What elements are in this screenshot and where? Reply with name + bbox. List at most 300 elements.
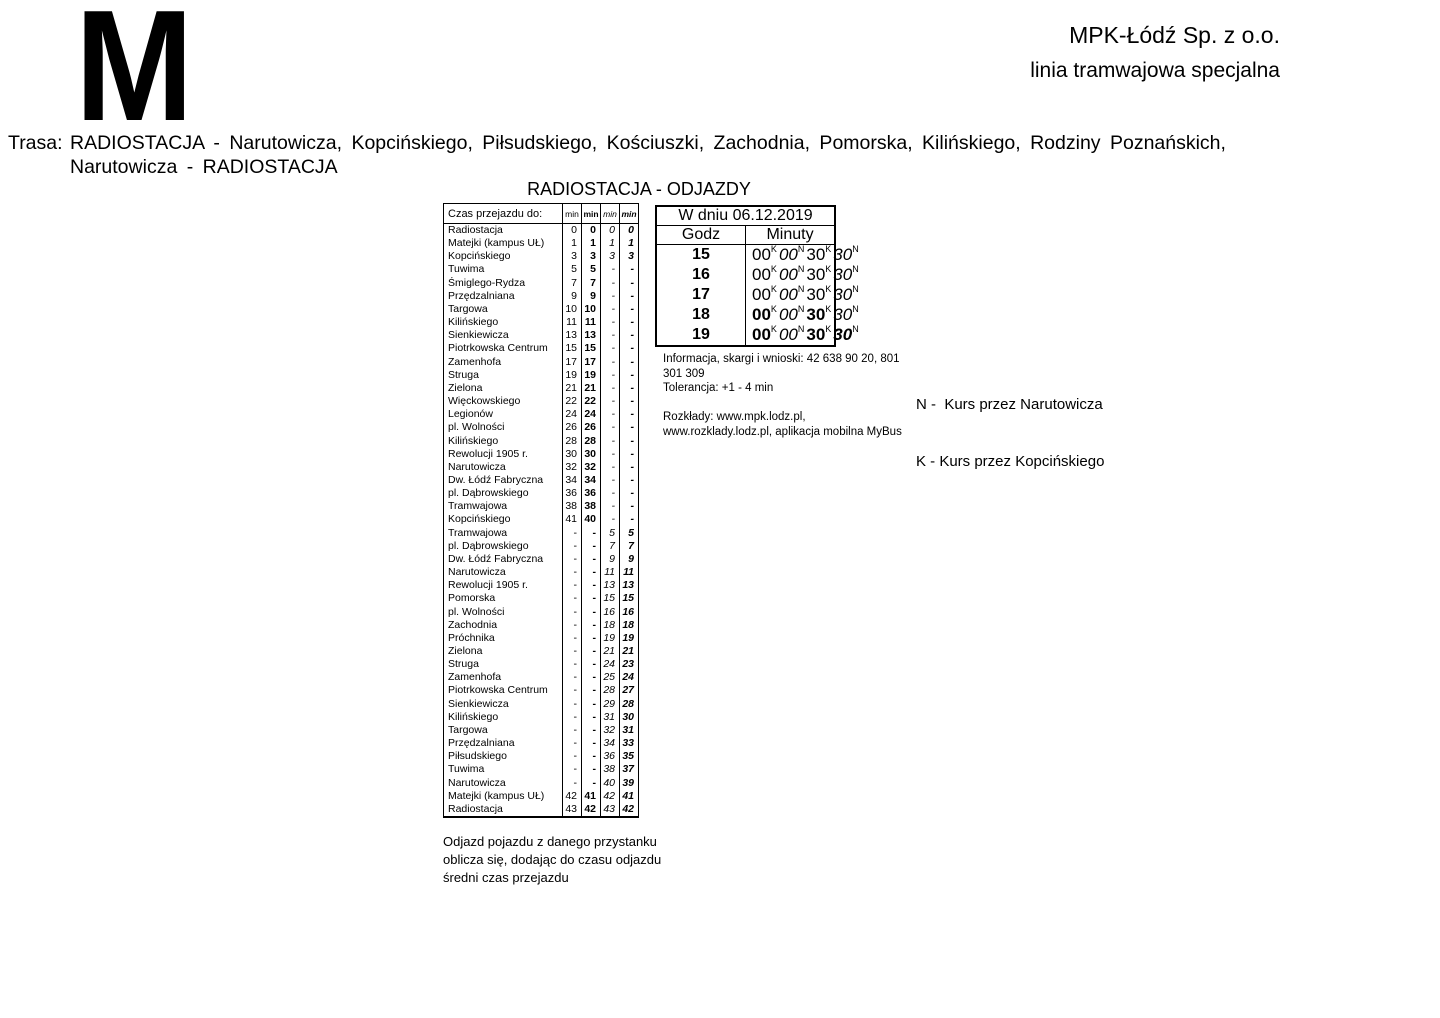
travel-min-value: 24 <box>620 671 639 684</box>
minute-entry <box>806 265 831 284</box>
line-symbol: M <box>75 0 194 154</box>
travel-row <box>444 790 639 803</box>
travel-min-value: 41 <box>620 790 639 803</box>
travel-min-value: 11 <box>601 566 620 579</box>
travel-min-value: 30 <box>620 711 639 724</box>
travel-min-value: 28 <box>563 435 582 448</box>
travel-row <box>444 487 639 500</box>
travel-min-value: 13 <box>582 329 601 342</box>
travel-min-value: - <box>563 658 582 671</box>
course-marker: K <box>770 284 777 295</box>
travel-row <box>444 474 639 487</box>
minute-entry <box>833 265 858 284</box>
travel-min-value: 1 <box>563 237 582 250</box>
travel-min-value: - <box>601 290 620 303</box>
travel-min-value: 31 <box>620 724 639 737</box>
travel-row <box>444 777 639 790</box>
travel-min-value: 0 <box>601 224 620 238</box>
travel-min-value: 7 <box>620 540 639 553</box>
departure-minutes <box>746 304 859 325</box>
stop-name: Kilińskiego <box>448 434 499 447</box>
stop-name: Targowa <box>448 723 488 736</box>
travel-min-value: 3 <box>582 250 601 263</box>
minute-entry <box>779 285 804 304</box>
travel-min-value: - <box>582 777 601 790</box>
travel-min-value: 19 <box>563 369 582 382</box>
travel-row <box>444 658 639 671</box>
stop-name: Pomorska <box>448 592 496 605</box>
travel-min-value: 31 <box>601 711 620 724</box>
travel-min-value: 17 <box>582 356 601 369</box>
travel-min-value: 19 <box>620 632 639 645</box>
travel-min-value: 34 <box>601 737 620 750</box>
travel-min-value: 42 <box>563 790 582 803</box>
company-name: MPK-Łódź Sp. z o.o. <box>1069 22 1280 48</box>
travel-row <box>444 711 639 724</box>
minute-value: 30 <box>833 285 853 304</box>
travel-min-value: - <box>601 461 620 474</box>
travel-min-value: - <box>582 724 601 737</box>
travel-min-value: - <box>601 408 620 421</box>
travel-row <box>444 263 639 276</box>
course-marker: N <box>852 304 859 315</box>
departures-date-title: W dniu 06.12.2019 <box>656 206 835 226</box>
line-type-subtitle: linia tramwajowa specjalna <box>1030 59 1280 82</box>
stop-name: Tramwajowa <box>448 526 508 539</box>
travel-min-value: 11 <box>563 316 582 329</box>
travel-table-header: Czas przejazdu do: <box>444 204 563 224</box>
travel-row <box>444 461 639 474</box>
minute-value: 00 <box>778 285 798 304</box>
travel-min-value: 28 <box>620 698 639 711</box>
travel-min-value: 38 <box>582 500 601 513</box>
course-marker: N <box>797 324 805 335</box>
travel-min-value: - <box>563 711 582 724</box>
travel-min-value: - <box>582 645 601 658</box>
course-marker: N <box>852 244 859 255</box>
stop-name: pl. Wolności <box>448 605 505 618</box>
travel-min-value: - <box>601 303 620 316</box>
course-marker: K <box>825 244 832 255</box>
stop-name: Kopcińskiego <box>448 250 511 263</box>
stop-name: Więckowskiego <box>448 395 521 408</box>
course-marker: N <box>797 304 805 315</box>
course-marker: K <box>825 324 832 335</box>
minute-value: 00 <box>752 265 771 284</box>
travel-min-value: - <box>582 553 601 566</box>
travel-min-value: 43 <box>601 803 620 817</box>
travel-min-value: - <box>601 356 620 369</box>
stop-name: Legionów <box>448 408 493 421</box>
travel-row <box>444 724 639 737</box>
travel-row <box>444 237 639 250</box>
timetable-title: RADIOSTACJA - ODJAZDY <box>527 179 751 199</box>
travel-min-value: - <box>601 277 620 290</box>
travel-min-value: 13 <box>601 579 620 592</box>
travel-min-value: 17 <box>563 356 582 369</box>
company-header <box>1030 22 1280 83</box>
course-marker: N <box>852 264 859 275</box>
travel-min-value: 34 <box>563 474 582 487</box>
minute-value: 30 <box>833 325 853 344</box>
course-legend <box>916 357 1104 490</box>
travel-min-value: 16 <box>620 606 639 619</box>
travel-table-header-row <box>444 204 639 224</box>
travel-min-value: - <box>563 724 582 737</box>
minute-entry <box>779 265 804 284</box>
departure-hour: 17 <box>656 285 746 305</box>
travel-min-value: - <box>563 763 582 776</box>
stop-name: Rewolucji 1905 r. <box>448 447 528 460</box>
travel-min-value: 7 <box>601 540 620 553</box>
minute-value: 00 <box>778 325 798 344</box>
travel-min-value: - <box>620 316 639 329</box>
travel-min-value: - <box>601 421 620 434</box>
minute-entry <box>752 245 777 264</box>
travel-min-value: - <box>563 592 582 605</box>
stop-name: Przędzalniana <box>448 289 515 302</box>
stop-name: Próchnika <box>448 631 495 644</box>
minute-value: 00 <box>752 305 771 324</box>
travel-min-value: - <box>601 329 620 342</box>
travel-min-value: - <box>620 461 639 474</box>
travel-min-value: 5 <box>582 263 601 276</box>
travel-min-value: - <box>582 737 601 750</box>
stop-name: Zielona <box>448 381 483 394</box>
minute-entry <box>752 265 777 284</box>
hour-column-header: Godz <box>656 226 746 245</box>
travel-min-value: - <box>620 474 639 487</box>
stop-name: pl. Dąbrowskiego <box>448 539 529 552</box>
travel-min-value: 10 <box>582 303 601 316</box>
travel-time-table <box>443 203 639 818</box>
stop-name: Kilińskiego <box>448 710 499 723</box>
text-line: Odjazd pojazdu z danego przystanku <box>443 834 657 849</box>
departure-row <box>656 305 835 325</box>
stop-name: Zachodnia <box>448 618 498 631</box>
minute-entry <box>806 325 831 344</box>
travel-min-value: - <box>582 750 601 763</box>
minute-value: 00 <box>778 305 798 324</box>
travel-row <box>444 737 639 750</box>
travel-min-value: - <box>601 369 620 382</box>
stop-name: Radiostacja <box>448 802 503 815</box>
travel-min-value: 21 <box>563 382 582 395</box>
travel-min-value: 5 <box>563 263 582 276</box>
travel-min-value: - <box>620 369 639 382</box>
route-line-1: RADIOSTACJA - Narutowicza, Kopcińskiego, Piłsudskiego, Kościuszki, Zachodnia, Pomorska, Kilińskiego, Rodziny Poznańskich, <box>70 132 1226 154</box>
travel-min-value: 25 <box>601 671 620 684</box>
course-marker: K <box>770 304 777 315</box>
travel-min-value: 23 <box>620 658 639 671</box>
travel-min-value: 21 <box>582 382 601 395</box>
departure-row <box>656 245 835 266</box>
travel-min-value: 32 <box>582 461 601 474</box>
travel-min-value: 1 <box>601 237 620 250</box>
travel-row <box>444 224 639 238</box>
travel-min-value: - <box>582 527 601 540</box>
text-line: Rozkłady: www.mpk.lodz.pl, <box>663 411 806 423</box>
travel-min-value: - <box>563 671 582 684</box>
travel-row <box>444 763 639 776</box>
stop-name: Matejki (kampus UŁ) <box>448 237 545 250</box>
stop-name: Targowa <box>448 302 488 315</box>
minutes-column-header: Minuty <box>746 226 836 245</box>
course-marker: N <box>797 284 805 295</box>
travel-min-value: - <box>601 316 620 329</box>
travel-min-value: 15 <box>601 592 620 605</box>
travel-min-value: 27 <box>620 684 639 697</box>
travel-min-value: - <box>601 513 620 526</box>
travel-min-value: 1 <box>620 237 639 250</box>
travel-min-value: 10 <box>563 303 582 316</box>
min-col-header-3: min <box>601 204 620 224</box>
minute-value: 00 <box>752 325 771 344</box>
travel-min-value: - <box>601 395 620 408</box>
travel-min-value: - <box>601 263 620 276</box>
route-text <box>70 131 1226 179</box>
travel-row <box>444 448 639 461</box>
travel-min-value: 9 <box>601 553 620 566</box>
travel-row <box>444 553 639 566</box>
travel-min-value: 41 <box>563 513 582 526</box>
travel-min-value: - <box>563 566 582 579</box>
travel-min-value: 26 <box>582 421 601 434</box>
travel-min-value: 15 <box>620 592 639 605</box>
minute-value: 30 <box>806 305 826 324</box>
travel-min-value: 9 <box>620 553 639 566</box>
minute-entry <box>806 285 831 304</box>
travel-min-value: - <box>563 737 582 750</box>
stop-name: Narutowicza <box>448 566 506 579</box>
course-marker: K <box>770 264 777 275</box>
travel-min-value: - <box>620 421 639 434</box>
travel-min-value: - <box>582 619 601 632</box>
travel-min-value: 29 <box>601 698 620 711</box>
course-marker: K <box>825 264 832 275</box>
travel-row <box>444 277 639 290</box>
travel-min-value: - <box>601 342 620 355</box>
departure-hour: 16 <box>656 265 746 285</box>
course-marker: K <box>825 304 832 315</box>
travel-min-value: - <box>563 540 582 553</box>
minute-entry <box>752 305 777 324</box>
travel-min-value: 32 <box>601 724 620 737</box>
travel-min-value: 22 <box>582 395 601 408</box>
stop-name: Matejki (kampus UŁ) <box>448 789 545 802</box>
travel-min-value: - <box>563 777 582 790</box>
travel-row <box>444 250 639 263</box>
stop-name: Śmiglego-Rydza <box>448 276 526 289</box>
minute-entry <box>752 325 777 344</box>
travel-min-value: 41 <box>582 790 601 803</box>
travel-min-value: 36 <box>582 487 601 500</box>
min-col-header-1: min <box>563 204 582 224</box>
travel-min-value: - <box>563 684 582 697</box>
travel-min-value: - <box>582 632 601 645</box>
stop-name: Kilińskiego <box>448 316 499 329</box>
minute-entry <box>779 245 804 264</box>
course-marker: K <box>770 244 777 255</box>
travel-row <box>444 382 639 395</box>
travel-min-value: 30 <box>582 448 601 461</box>
travel-row <box>444 500 639 513</box>
stop-name: Struga <box>448 368 479 381</box>
travel-row <box>444 645 639 658</box>
travel-min-value: 33 <box>620 737 639 750</box>
stop-name: Dw. Łódź Fabryczna <box>448 473 544 486</box>
travel-min-value: 7 <box>582 277 601 290</box>
travel-min-value: - <box>620 303 639 316</box>
travel-row <box>444 803 639 817</box>
stop-name: Zielona <box>448 645 483 657</box>
departures-table <box>655 205 859 347</box>
travel-min-value: - <box>582 671 601 684</box>
travel-min-value: - <box>620 448 639 461</box>
course-marker: N <box>797 264 805 275</box>
travel-row <box>444 435 639 448</box>
course-marker: N <box>852 284 859 295</box>
stop-name: Zamenhofa <box>448 355 502 368</box>
minute-value: 30 <box>806 265 826 284</box>
course-marker: N <box>797 244 805 255</box>
travel-row <box>444 395 639 408</box>
travel-row <box>444 329 639 342</box>
minute-value: 30 <box>833 265 853 284</box>
travel-min-value: - <box>601 500 620 513</box>
stop-name: Struga <box>448 658 479 671</box>
travel-min-value: - <box>620 408 639 421</box>
travel-row <box>444 566 639 579</box>
travel-min-value: 43 <box>563 803 582 817</box>
travel-min-value: 30 <box>563 448 582 461</box>
travel-row <box>444 632 639 645</box>
travel-min-value: - <box>582 698 601 711</box>
route-description <box>8 131 1226 179</box>
travel-row <box>444 342 639 355</box>
travel-min-value: - <box>620 329 639 342</box>
travel-min-value: - <box>563 632 582 645</box>
travel-min-value: 28 <box>601 684 620 697</box>
minute-entry <box>833 325 858 344</box>
travel-min-value: 18 <box>601 619 620 632</box>
travel-row <box>444 408 639 421</box>
minute-entry <box>833 305 858 324</box>
travel-min-value: - <box>563 619 582 632</box>
minute-entry <box>833 285 858 304</box>
travel-min-value: 19 <box>582 369 601 382</box>
route-label: Trasa: <box>8 132 63 154</box>
stop-name: Narutowicza <box>448 776 506 789</box>
text-line: oblicza się, dodając do czasu odjazdu <box>443 852 662 867</box>
travel-min-value: 9 <box>563 290 582 303</box>
departures-header-row <box>656 226 835 245</box>
travel-row <box>444 698 639 711</box>
travel-row <box>444 592 639 605</box>
travel-min-value: 42 <box>582 803 601 817</box>
travel-min-value: - <box>620 290 639 303</box>
departure-minutes <box>746 244 859 266</box>
travel-min-value: - <box>601 474 620 487</box>
minute-value: 30 <box>833 245 853 264</box>
travel-min-value: - <box>620 342 639 355</box>
travel-min-value: 1 <box>582 237 601 250</box>
travel-min-value: - <box>620 513 639 526</box>
stop-name: Tuwima <box>448 763 485 776</box>
course-marker: N <box>852 324 859 335</box>
minute-entry <box>806 245 831 264</box>
travel-row <box>444 369 639 382</box>
travel-min-value: 0 <box>620 224 639 238</box>
minute-value: 00 <box>778 265 798 284</box>
minute-value: 30 <box>833 305 853 324</box>
course-marker: K <box>770 324 777 335</box>
stop-name: Zamenhofa <box>448 671 502 684</box>
travel-min-value: 24 <box>601 658 620 671</box>
travel-row <box>444 527 639 540</box>
travel-min-value: 36 <box>601 750 620 763</box>
travel-min-value: - <box>620 500 639 513</box>
travel-min-value: 19 <box>601 632 620 645</box>
travel-min-value: 35 <box>620 750 639 763</box>
travel-min-value: - <box>582 711 601 724</box>
travel-min-value: - <box>620 277 639 290</box>
travel-min-value: - <box>582 606 601 619</box>
departure-row <box>656 325 835 346</box>
travel-min-value: 7 <box>563 277 582 290</box>
travel-min-value: 24 <box>582 408 601 421</box>
travel-min-value: - <box>620 395 639 408</box>
travel-min-value: 42 <box>601 790 620 803</box>
info-block <box>663 352 902 439</box>
travel-min-value: 3 <box>620 250 639 263</box>
travel-min-value: 5 <box>601 527 620 540</box>
stop-name: pl. Dąbrowskiego <box>448 487 529 500</box>
text-line: średni czas przejazdu <box>443 870 569 885</box>
travel-min-value: - <box>582 540 601 553</box>
stop-name: Sienkiewicza <box>448 329 509 342</box>
stop-name: Tramwajowa <box>448 500 508 513</box>
travel-row <box>444 540 639 553</box>
departure-minutes <box>746 264 859 285</box>
travel-min-value: 24 <box>563 408 582 421</box>
minute-entry <box>806 305 831 324</box>
travel-min-value: - <box>563 579 582 592</box>
minute-value: 00 <box>752 245 771 264</box>
stop-name: Dw. Łódź Fabryczna <box>448 552 544 565</box>
departure-hour: 18 <box>656 305 746 325</box>
travel-min-value: - <box>563 698 582 711</box>
departure-row <box>656 265 835 285</box>
travel-min-value: 5 <box>620 527 639 540</box>
travel-min-value: 32 <box>563 461 582 474</box>
travel-min-value: 42 <box>620 803 639 817</box>
minute-entry <box>779 305 804 324</box>
travel-min-value: 9 <box>582 290 601 303</box>
travel-row <box>444 579 639 592</box>
travel-min-value: - <box>563 645 582 658</box>
stop-name: Sienkiewicza <box>448 697 509 710</box>
travel-row <box>444 290 639 303</box>
travel-min-value: 16 <box>601 606 620 619</box>
travel-row <box>444 513 639 526</box>
travel-table-body <box>444 224 639 818</box>
travel-min-value: 38 <box>601 763 620 776</box>
travel-min-value: 36 <box>563 487 582 500</box>
travel-min-value: 21 <box>601 645 620 658</box>
travel-row <box>444 356 639 369</box>
stop-name: Tuwima <box>448 263 485 276</box>
